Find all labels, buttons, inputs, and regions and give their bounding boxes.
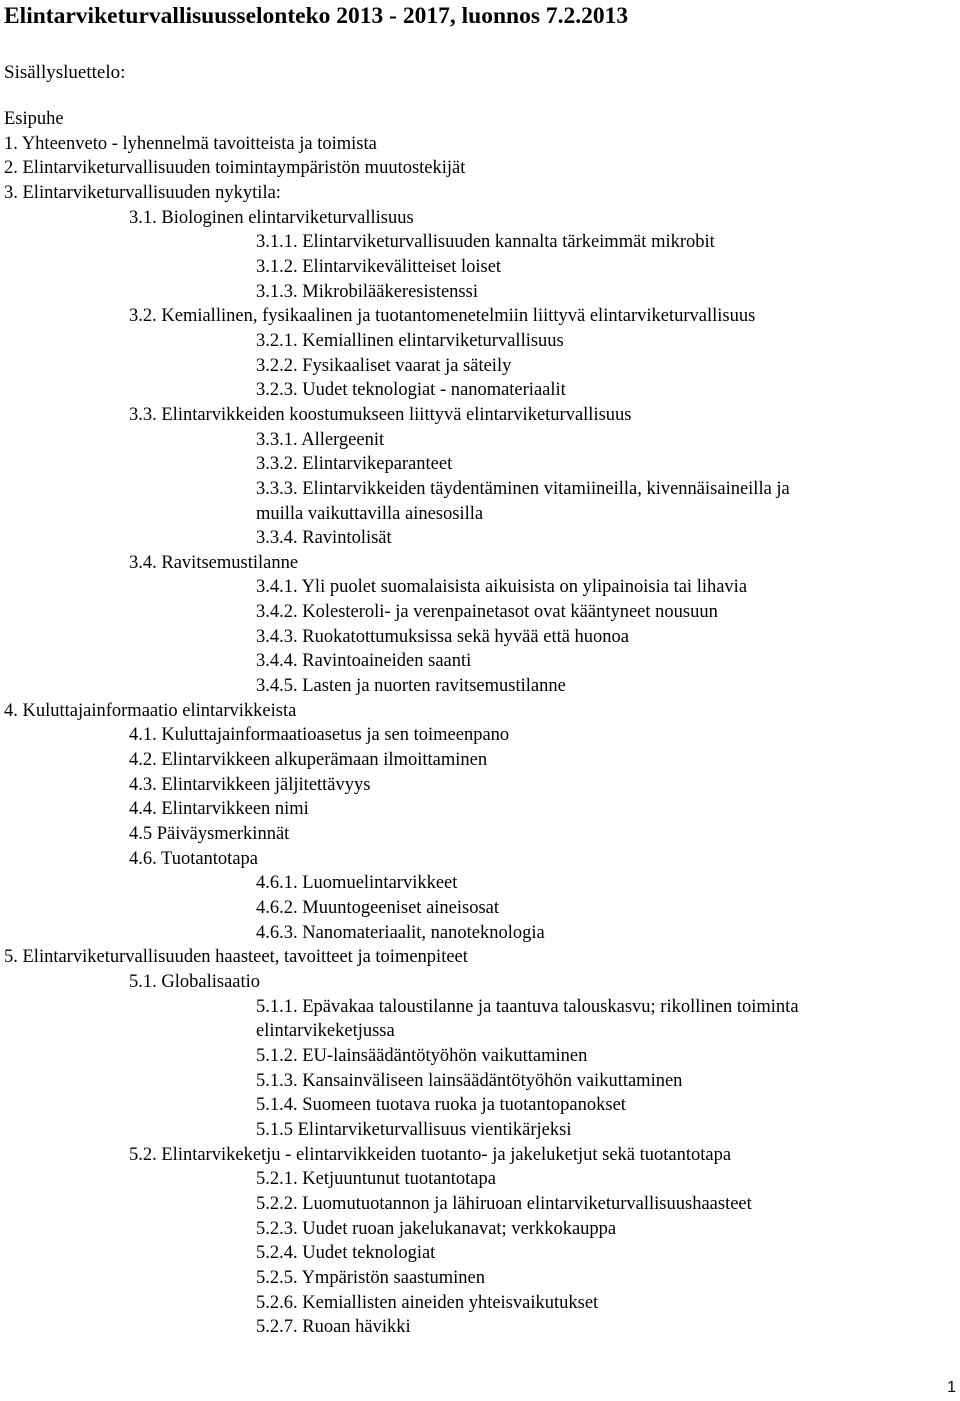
toc-entry: 5.1.4. Suomeen tuotava ruoka ja tuotantopanokset (256, 1095, 626, 1116)
toc-entry: 3.4.5. Lasten ja nuorten ravitsemustilanne (256, 676, 566, 697)
toc-entry: 3.3. Elintarvikkeiden koostumukseen liittyvä elintarviketurvallisuus (129, 404, 632, 425)
toc-entry: Esipuhe (4, 109, 64, 129)
toc-entry: 5.2.1. Ketjuuntunut tuotantotapa (256, 1169, 496, 1190)
toc-entry: muilla vaikuttavilla ainesosilla (256, 503, 484, 524)
toc-entry: 5.1.2. EU-lainsäädäntötyöhön vaikuttaminen (256, 1045, 588, 1066)
page-number: 1 (947, 1379, 956, 1396)
toc-entry: 4.6.3. Nanomateriaalit, nanoteknologia (256, 922, 545, 943)
toc-heading: Sisällysluettelo: (4, 62, 126, 83)
toc-entry: 5.2.2. Luomutuotannon ja lähiruoan elintarviketurvallisuushaasteet (256, 1193, 752, 1214)
toc-entry: 5.1.3. Kansainväliseen lainsäädäntötyöhön vaikuttaminen (256, 1070, 683, 1091)
toc-entry: 5.2.3. Uudet ruoan jakelukanavat; verkkokauppa (256, 1218, 617, 1239)
toc-entry: 3.3.4. Ravintolisät (256, 528, 392, 549)
toc-entry: 5.2.4. Uudet teknologiat (256, 1243, 436, 1264)
toc-entry: 5.2. Elintarvikeketju - elintarvikkeiden tuotanto- ja jakeluketjut sekä tuotantotapa (129, 1144, 732, 1165)
toc-entry: 3.4.2. Kolesteroli- ja verenpainetasot ovat kääntyneet nousuun (256, 602, 718, 623)
toc-entry: 4.3. Elintarvikkeen jäljitettävyys (129, 774, 371, 795)
toc-entry: 1. Yhteenveto - lyhennelmä tavoitteista ja toimista (4, 133, 377, 154)
toc-entry: 5.1. Globalisaatio (129, 971, 261, 992)
toc-entry: 5.1.5 Elintarviketurvallisuus vientikärjeksi (256, 1119, 572, 1140)
toc-entry: 5.2.6. Kemiallisten aineiden yhteisvaikutukset (256, 1292, 599, 1313)
toc-entry: 4.5 Päiväysmerkinnät (129, 824, 290, 845)
toc-entry: 3.4.1. Yli puolet suomalaisista aikuisista on ylipainoisia tai lihavia (256, 577, 748, 598)
toc-entry: 5.2.5. Ympäristön saastuminen (256, 1267, 485, 1288)
toc-entry: 3.1.2. Elintarvikevälitteiset loiset (256, 256, 502, 277)
toc-entry: 4.2. Elintarvikkeen alkuperämaan ilmoittaminen (129, 750, 488, 771)
toc-entry: 4. Kuluttajainformaatio elintarvikkeista (4, 700, 297, 721)
toc-entry: 3.3.3. Elintarvikkeiden täydentäminen vitamiineilla, kivennäisaineilla ja (256, 478, 790, 499)
toc-entry: 5.2.7. Ruoan hävikki (256, 1317, 411, 1338)
toc-entry: 4.6.2. Muuntogeeniset aineisosat (256, 898, 500, 918)
toc-entry: 3.1.1. Elintarviketurvallisuuden kannalta tärkeimmät mikrobit (256, 232, 715, 253)
toc-entry: 2. Elintarviketurvallisuuden toimintaympäristön muutostekijät (4, 158, 466, 179)
toc-entry: 4.6.1. Luomuelintarvikkeet (256, 873, 458, 894)
toc-entry: 3.2.3. Uudet teknologiat - nanomateriaalit (256, 380, 566, 401)
document-title: Elintarviketurvallisuusselonteko 2013 - 2017, luonnos 7.2.2013 (4, 3, 629, 29)
toc-entry: 5. Elintarviketurvallisuuden haasteet, tavoitteet ja toimenpiteet (4, 947, 468, 968)
toc-entry: 4.1. Kuluttajainformaatioasetus ja sen toimeenpano (129, 725, 510, 746)
toc-entry: 3.3.1. Allergeenit (256, 429, 385, 450)
toc-entry: 3.1. Biologinen elintarviketurvallisuus (129, 207, 414, 228)
table-of-contents (4, 107, 799, 1340)
toc-entry: 4.4. Elintarvikkeen nimi (129, 799, 309, 820)
toc-entry: 3.4.3. Ruokatottumuksissa sekä hyvää että huonoa (256, 626, 630, 647)
toc-entry: 3.2. Kemiallinen, fysikaalinen ja tuotantomenetelmiin liittyvä elintarviketurvallisuus (129, 306, 756, 327)
toc-entry: 3.2.2. Fysikaaliset vaarat ja säteily (256, 355, 512, 376)
toc-entry: 3. Elintarviketurvallisuuden nykytila: (4, 182, 281, 203)
toc-entry: 3.1.3. Mikrobilääkeresistenssi (256, 281, 478, 302)
toc-entry: 3.3.2. Elintarvikeparanteet (256, 454, 453, 475)
toc-entry: 3.4. Ravitsemustilanne (129, 552, 299, 573)
toc-entry: 3.4.4. Ravintoaineiden saanti (256, 651, 472, 672)
toc-entry: 5.1.1. Epävakaa taloustilanne ja taantuva talouskasvu; rikollinen toiminta (256, 996, 799, 1017)
toc-entry: elintarvikeketjussa (256, 1021, 395, 1042)
toc-entry: 4.6. Tuotantotapa (129, 848, 258, 869)
toc-entry: 3.2.1. Kemiallinen elintarviketurvallisuus (256, 330, 564, 351)
